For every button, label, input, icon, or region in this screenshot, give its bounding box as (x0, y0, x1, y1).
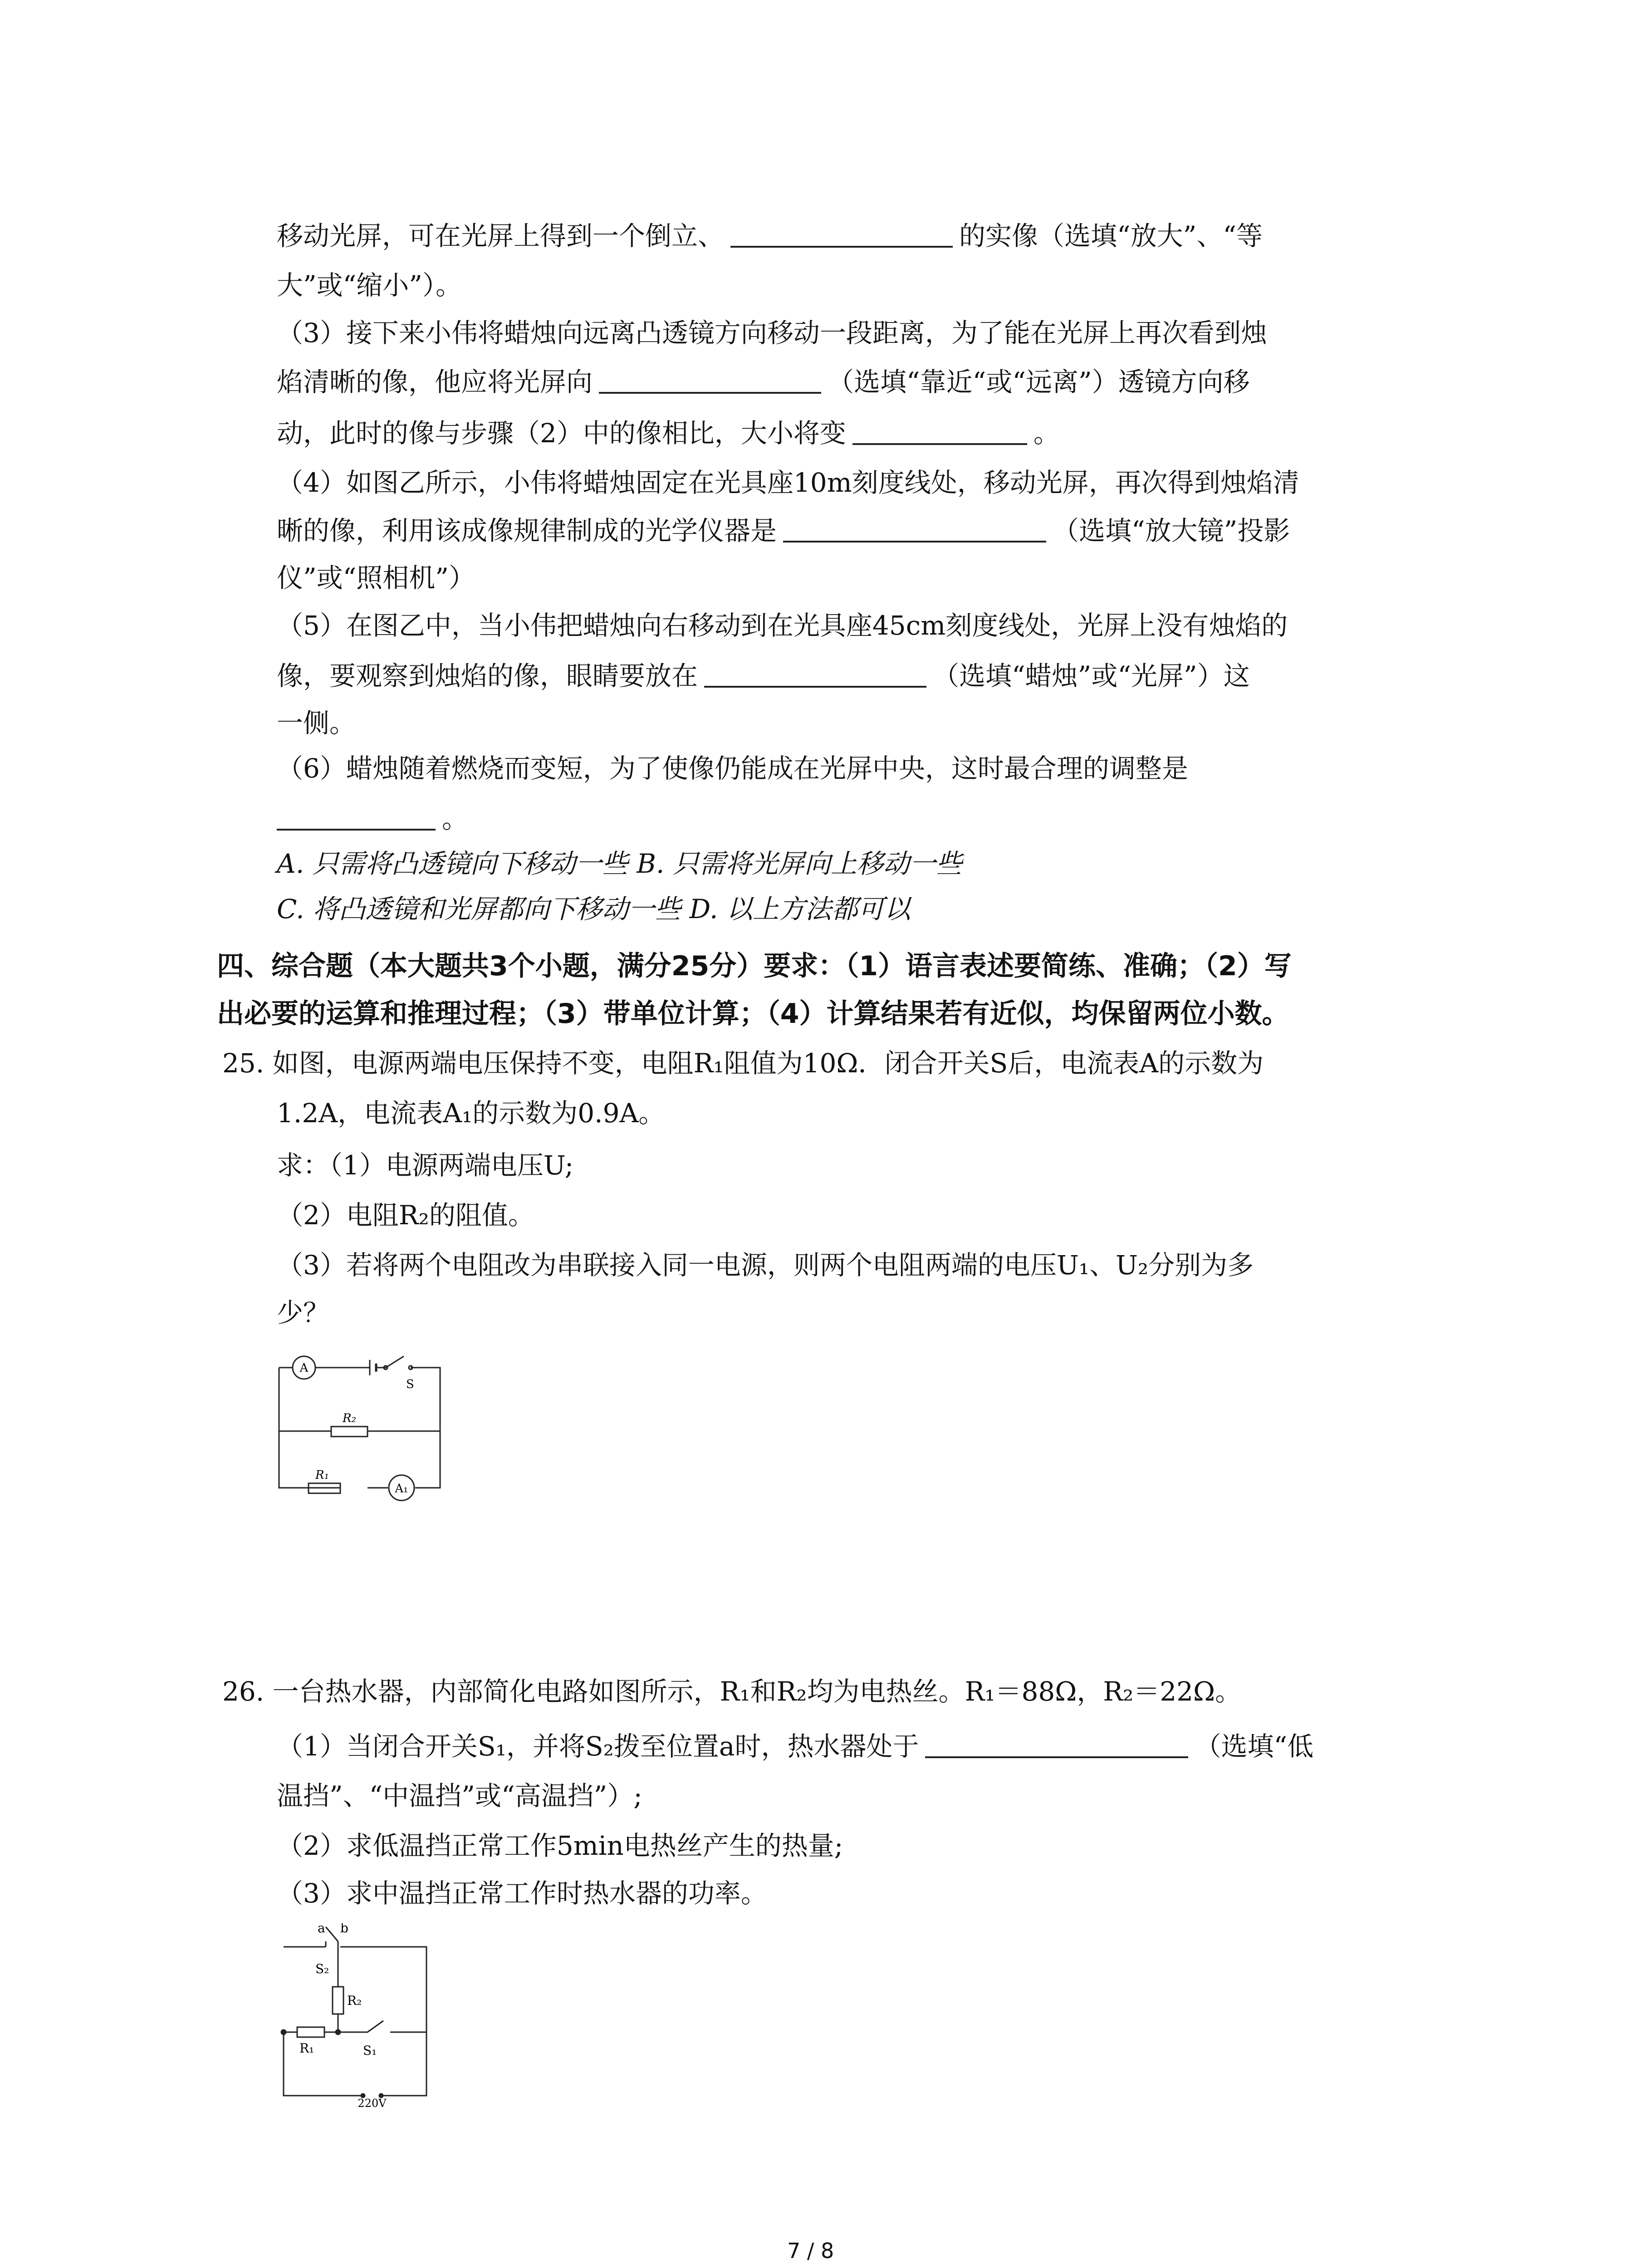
q26-circuit-diagram (272, 1923, 445, 2109)
q25-line-3: 求：（1）电源两端电压U; (277, 1150, 574, 1181)
ammeter-a-label: A (299, 1361, 309, 1375)
q26-text: （1）当闭合开关S₁，并将S₂拨至位置a时，热水器处于 (277, 1731, 919, 1762)
s2-label: S₂ (315, 1961, 329, 1976)
q24-line-2: 大”或“缩小”）。 (277, 270, 462, 301)
answer-blank[interactable] (925, 1733, 1188, 1758)
q25-circuit-diagram (272, 1343, 454, 1501)
q24-text: 焰清晰的像，他应将光屏向 (277, 367, 593, 397)
q24-text: 。 (1033, 418, 1060, 449)
page-number: 7 / 8 (787, 2239, 834, 2263)
switch-s-label: S (406, 1378, 414, 1391)
q24-text: （选填“靠近“或“远离”）透镜方向移 (828, 367, 1250, 397)
q24-text: 动，此时的像与步骤（2）中的像相比，大小将变 (277, 418, 846, 449)
q24-text: 像，要观察到烛焰的像，眼睛要放在 (277, 660, 698, 691)
q24-options-cd (277, 896, 911, 922)
q24-options-ab (277, 850, 962, 877)
option-d[interactable]: D. 以上方法都可以 (689, 894, 911, 924)
q24-line-10 (277, 662, 1250, 689)
q26-line-2 (277, 1733, 1313, 1760)
q25-line-5: （3）若将两个电阻改为串联接入同一电源，则两个电阻两端的电压U₁、U₂分别为多 (277, 1250, 1254, 1281)
q25-line-6: 少？ (277, 1297, 330, 1328)
answer-blank[interactable] (783, 517, 1046, 543)
ammeter-a1-label: A₁ (395, 1482, 408, 1496)
answer-blank[interactable] (852, 420, 1027, 445)
switch-pos-b-label: b (340, 1923, 348, 1936)
option-a[interactable]: A. 只需将凸透镜向下移动一些 (277, 848, 628, 879)
answer-blank[interactable] (599, 368, 821, 394)
q25-line-2: 1.2A，电流表A₁的示数为0.9A。 (277, 1098, 665, 1129)
q24-text: 晰的像，利用该成像规律制成的光学仪器是 (277, 515, 777, 546)
r1-label: R₁ (299, 2041, 314, 2056)
r1-resistor (297, 2027, 324, 2037)
q24-line-6: （4）如图乙所示，小伟将蜡烛固定在光具座10m刻度线处，移动光屏，再次得到烛焰清 (277, 467, 1299, 498)
answer-blank[interactable] (704, 662, 926, 688)
answer-blank[interactable] (730, 222, 953, 248)
q24-text: 移动光屏，可在光屏上得到一个倒立、 (277, 220, 725, 251)
q24-line-13 (277, 805, 468, 832)
q24-line-1 (277, 222, 1263, 249)
r2-label: R₂ (343, 1412, 356, 1425)
q24-line-3: （3）接下来小伟将蜡烛向远离凸透镜方向移动一段距离，为了能在光屏上再次看到烛 (277, 318, 1267, 348)
q24-line-7 (277, 517, 1290, 544)
q24-text: 。 (442, 803, 469, 834)
q26-line-1: 26. 一台热水器，内部简化电路如图所示，R₁和R₂均为电热丝。R₁＝88Ω，R₂＝22Ω。 (222, 1676, 1242, 1707)
q25-line-1: 25. 如图，电源两端电压保持不变，电阻R₁阻值为10Ω．闭合开关S后，电流表A的示数为 (222, 1048, 1264, 1079)
q24-line-11: 一侧。 (277, 708, 356, 738)
r1-label: R₁ (315, 1468, 329, 1482)
q24-line-5 (277, 418, 1060, 449)
q26-text: （选填“低 (1195, 1731, 1314, 1762)
q24-text: （选填“蜡烛”或“光屏”）这 (933, 660, 1250, 691)
switch-pos-a-label: a (318, 1923, 325, 1936)
q26-line-3: 温挡”、“中温挡”或“高温挡”）; (277, 1780, 642, 1811)
q26-line-4: （2）求低温挡正常工作5min电热丝产生的热量; (277, 1830, 843, 1861)
q24-text: 的实像（选填“放大”、“等 (959, 220, 1263, 251)
option-c[interactable]: C. 将凸透镜和光屏都向下移动一些 (277, 894, 681, 924)
q24-line-8: 仪”或“照相机”） (277, 562, 475, 593)
section-heading-line-1: 四、综合题（本大题共3个小题，满分25分）要求：（1）语言表述要简练、准确；（2）写 (217, 950, 1292, 982)
q25-line-4: （2）电阻R₂的阻值。 (277, 1200, 534, 1231)
section-heading-line-2: 出必要的运算和推理过程；（3）带单位计算；（4）计算结果若有近似，均保留两位小数。 (217, 998, 1289, 1030)
q24-text: （选填“放大镜”投影 (1053, 515, 1290, 546)
q24-line-9: （5）在图乙中，当小伟把蜡烛向右移动到在光具座45cm刻度线处，光屏上没有烛焰的 (277, 610, 1288, 641)
r2-label: R₂ (347, 1993, 362, 2008)
s1-label: S₁ (363, 2043, 377, 2058)
q26-line-5: （3）求中温挡正常工作时热水器的功率。 (277, 1878, 767, 1909)
option-b[interactable]: B. 只需将光屏向上移动一些 (637, 848, 962, 879)
q24-line-12: （6）蜡烛随着燃烧而变短，为了使像仍能成在光屏中央，这时最合理的调整是 (277, 753, 1188, 784)
q24-line-4 (277, 368, 1250, 395)
r2-resistor (331, 1427, 367, 1437)
r2-resistor (333, 1987, 343, 2014)
voltage-label: 220V (358, 2097, 387, 2109)
answer-blank[interactable] (277, 805, 436, 831)
